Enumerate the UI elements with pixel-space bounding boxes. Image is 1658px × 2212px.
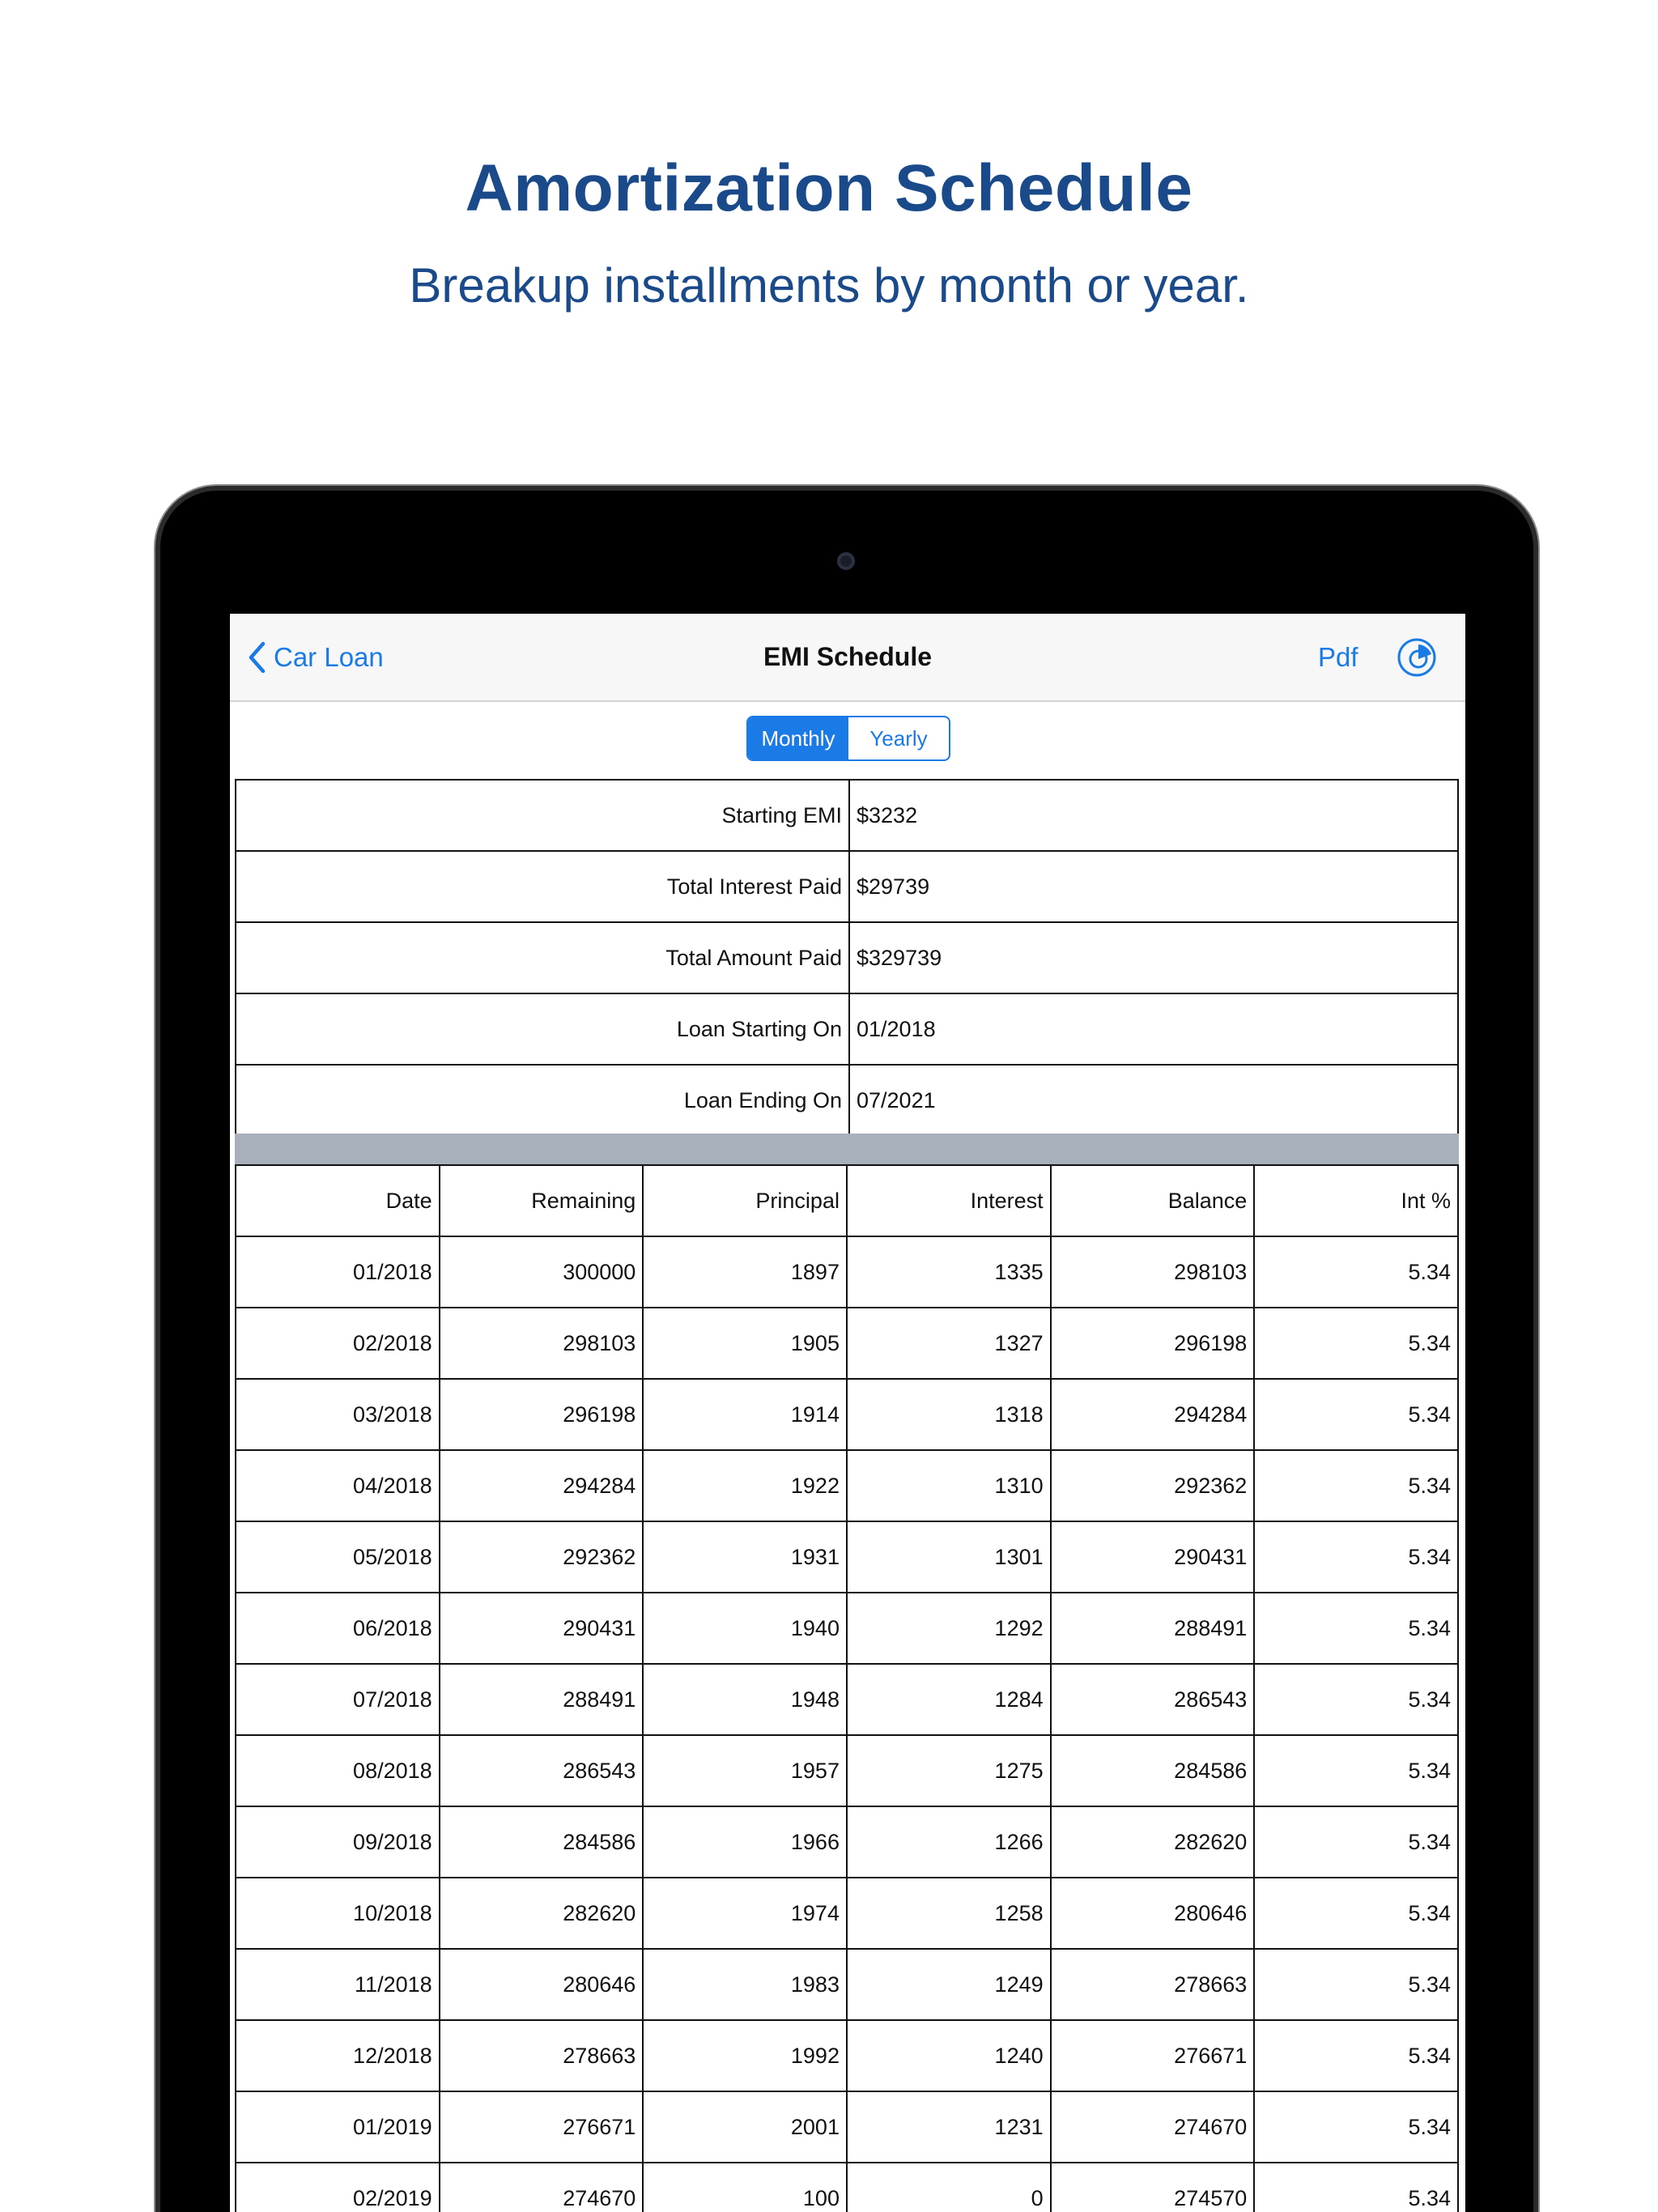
column-header: Balance [1051, 1165, 1255, 1236]
table-row [236, 1379, 1458, 1450]
table-cell: 1275 [847, 1735, 1051, 1806]
table-cell: 5.34 [1254, 1521, 1458, 1593]
back-button[interactable] [248, 635, 384, 680]
table-cell: 1940 [643, 1593, 847, 1664]
pdf-button[interactable]: Pdf [1318, 642, 1358, 672]
table-row [236, 1806, 1458, 1878]
summary-label: Loan Starting On [236, 993, 849, 1065]
segment-monthly[interactable]: Monthly [748, 717, 848, 759]
camera-icon [837, 552, 855, 570]
table-cell: 05/2018 [236, 1521, 440, 1593]
table-cell: 1292 [847, 1593, 1051, 1664]
table-cell: 1966 [643, 1806, 847, 1878]
pie-chart-icon [1396, 636, 1438, 678]
summary-label: Loan Ending On [236, 1065, 849, 1136]
table-cell: 276671 [440, 2091, 644, 2163]
table-cell: 276671 [1051, 2020, 1255, 2091]
table-cell: 280646 [1051, 1878, 1255, 1949]
summary-row [236, 922, 1458, 993]
table-cell: 290431 [1051, 1521, 1255, 1593]
table-row [236, 1450, 1458, 1521]
table-cell: 5.34 [1254, 2091, 1458, 2163]
promo-headline: Amortization Schedule [465, 151, 1193, 225]
summary-label: Total Interest Paid [236, 851, 849, 922]
table-cell: 5.34 [1254, 2020, 1458, 2091]
table-cell: 288491 [1051, 1593, 1255, 1664]
table-cell: 1318 [847, 1379, 1051, 1450]
chevron-left-icon [248, 641, 266, 674]
column-header: Int % [1254, 1165, 1458, 1236]
table-cell: 1258 [847, 1878, 1051, 1949]
table-cell: 5.34 [1254, 1236, 1458, 1308]
table-row [236, 1593, 1458, 1664]
summary-row [236, 851, 1458, 922]
table-cell: 294284 [440, 1450, 644, 1521]
table-cell: 290431 [440, 1593, 644, 1664]
table-cell: 284586 [440, 1806, 644, 1878]
table-cell: 294284 [1051, 1379, 1255, 1450]
table-cell: 1310 [847, 1450, 1051, 1521]
table-cell: 1983 [643, 1949, 847, 2020]
table-cell: 278663 [1051, 1949, 1255, 2020]
table-cell: 274570 [1051, 2163, 1255, 2212]
table-cell: 5.34 [1254, 1379, 1458, 1450]
table-cell: 2001 [643, 2091, 847, 2163]
table-row [236, 1735, 1458, 1806]
table-row [236, 1878, 1458, 1949]
table-cell: 1974 [643, 1878, 847, 1949]
column-header: Interest [847, 1165, 1051, 1236]
table-cell: 5.34 [1254, 1806, 1458, 1878]
table-cell: 298103 [440, 1308, 644, 1379]
table-cell: 1931 [643, 1521, 847, 1593]
navigation-bar [230, 614, 1465, 702]
period-segmented-control [746, 716, 950, 761]
table-cell: 5.34 [1254, 1735, 1458, 1806]
table-cell: 5.34 [1254, 1878, 1458, 1949]
summary-table [235, 779, 1459, 1137]
table-cell: 5.34 [1254, 1308, 1458, 1379]
column-header: Principal [643, 1165, 847, 1236]
table-cell: 298103 [1051, 1236, 1255, 1308]
table-cell: 06/2018 [236, 1593, 440, 1664]
table-row [236, 1949, 1458, 2020]
table-cell: 1231 [847, 2091, 1051, 2163]
table-cell: 5.34 [1254, 1593, 1458, 1664]
table-cell: 100 [643, 2163, 847, 2212]
table-cell: 1301 [847, 1521, 1051, 1593]
table-cell: 278663 [440, 2020, 644, 2091]
summary-row [236, 1065, 1458, 1136]
promo-subheadline: Breakup installments by month or year. [409, 258, 1249, 313]
table-cell: 07/2018 [236, 1664, 440, 1735]
summary-value: 07/2021 [849, 1065, 1458, 1136]
table-cell: 09/2018 [236, 1806, 440, 1878]
table-cell: 1335 [847, 1236, 1051, 1308]
table-cell: 12/2018 [236, 2020, 440, 2091]
table-row [236, 2163, 1458, 2212]
table-cell: 282620 [1051, 1806, 1255, 1878]
table-cell: 1327 [847, 1308, 1051, 1379]
column-header: Date [236, 1165, 440, 1236]
app-screen [230, 614, 1465, 2212]
table-cell: 274670 [1051, 2091, 1255, 2163]
chart-button[interactable] [1396, 636, 1438, 678]
table-cell: 01/2018 [236, 1236, 440, 1308]
table-cell: 5.34 [1254, 1450, 1458, 1521]
table-row [236, 1308, 1458, 1379]
table-cell: 288491 [440, 1664, 644, 1735]
table-cell: 274670 [440, 2163, 644, 2212]
back-button-label: Car Loan [274, 642, 384, 672]
summary-value: $329739 [849, 922, 1458, 993]
table-cell: 10/2018 [236, 1878, 440, 1949]
segment-yearly[interactable]: Yearly [869, 726, 928, 751]
summary-label: Starting EMI [236, 780, 849, 851]
table-cell: 296198 [440, 1379, 644, 1450]
table-row [236, 1521, 1458, 1593]
table-cell: 292362 [440, 1521, 644, 1593]
table-cell: 1948 [643, 1664, 847, 1735]
section-divider [235, 1134, 1459, 1164]
table-cell: 1240 [847, 2020, 1051, 2091]
table-row [236, 2020, 1458, 2091]
table-row [236, 1664, 1458, 1735]
table-cell: 1957 [643, 1735, 847, 1806]
summary-label: Total Amount Paid [236, 922, 849, 993]
summary-value: 01/2018 [849, 993, 1458, 1065]
table-cell: 282620 [440, 1878, 644, 1949]
schedule-header-row [236, 1165, 1458, 1236]
table-cell: 5.34 [1254, 1949, 1458, 2020]
table-cell: 0 [847, 2163, 1051, 2212]
table-cell: 292362 [1051, 1450, 1255, 1521]
table-cell: 02/2018 [236, 1308, 440, 1379]
table-cell: 08/2018 [236, 1735, 440, 1806]
summary-value: $3232 [849, 780, 1458, 851]
table-cell: 286543 [440, 1735, 644, 1806]
table-cell: 1914 [643, 1379, 847, 1450]
table-cell: 280646 [440, 1949, 644, 2020]
table-cell: 1284 [847, 1664, 1051, 1735]
table-cell: 02/2019 [236, 2163, 440, 2212]
column-header: Remaining [440, 1165, 644, 1236]
table-cell: 286543 [1051, 1664, 1255, 1735]
table-cell: 03/2018 [236, 1379, 440, 1450]
summary-row [236, 993, 1458, 1065]
table-row [236, 2091, 1458, 2163]
table-cell: 1905 [643, 1308, 847, 1379]
table-cell: 1922 [643, 1450, 847, 1521]
table-cell: 296198 [1051, 1308, 1255, 1379]
summary-value: $29739 [849, 851, 1458, 922]
table-cell: 1266 [847, 1806, 1051, 1878]
table-cell: 5.34 [1254, 2163, 1458, 2212]
table-cell: 01/2019 [236, 2091, 440, 2163]
schedule-table [235, 1164, 1459, 2212]
table-cell: 1897 [643, 1236, 847, 1308]
table-cell: 5.34 [1254, 1664, 1458, 1735]
summary-row [236, 780, 1458, 851]
table-row [236, 1236, 1458, 1308]
table-cell: 11/2018 [236, 1949, 440, 2020]
table-cell: 300000 [440, 1236, 644, 1308]
table-cell: 04/2018 [236, 1450, 440, 1521]
nav-title: EMI Schedule [763, 642, 933, 671]
table-cell: 284586 [1051, 1735, 1255, 1806]
table-cell: 1992 [643, 2020, 847, 2091]
table-cell: 1249 [847, 1949, 1051, 2020]
